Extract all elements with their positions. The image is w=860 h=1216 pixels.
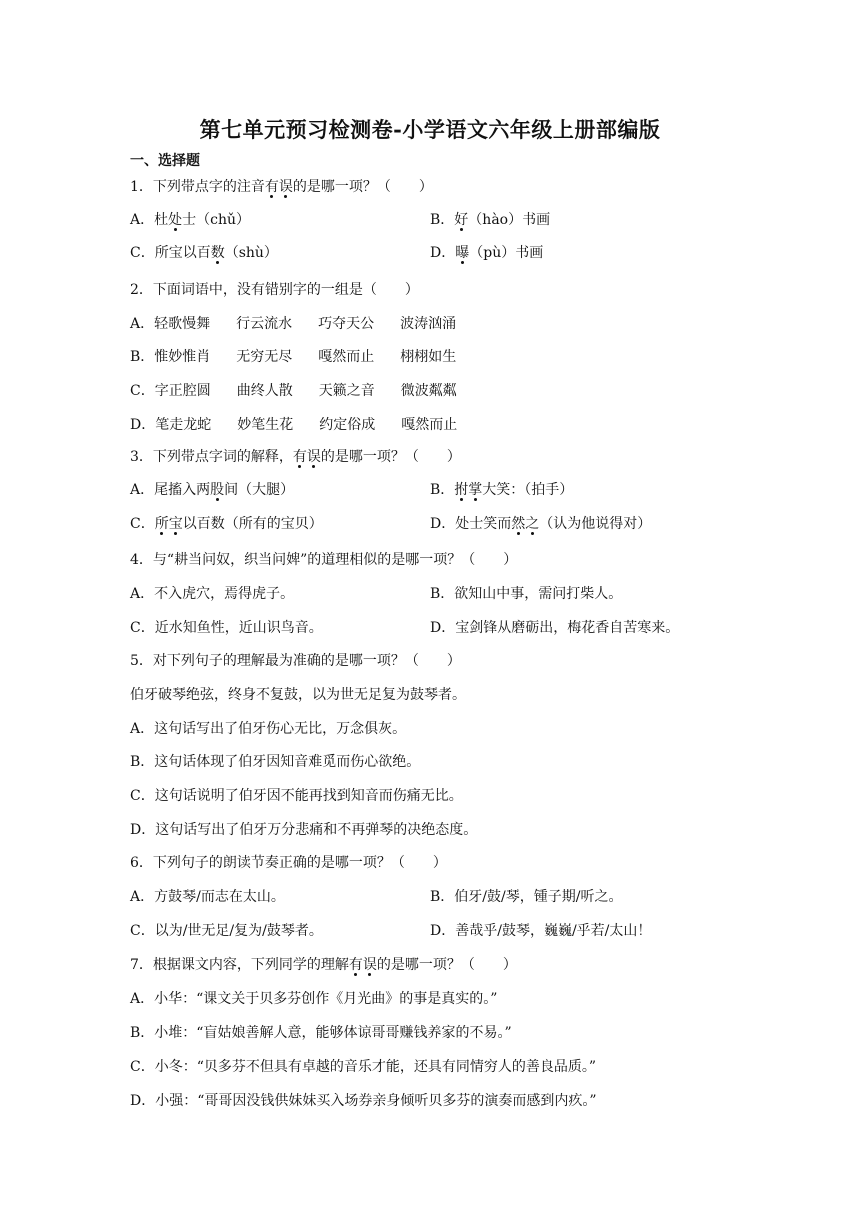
question-3-option-d[interactable]: D．处士笑而然之（认为他说得对）: [430, 516, 652, 532]
question-3-option-c[interactable]: C．所宝以百数（所有的宝贝）: [130, 516, 323, 532]
question-4-option-c[interactable]: C．近水知鱼性，近山识鸟音。: [130, 620, 323, 636]
emphasis-char: 有: [348, 957, 363, 973]
emphasis-dots: [349, 957, 377, 973]
question-5-sentence: 伯牙破琴绝弦，终身不复鼓，以为世无足复为鼓琴者。: [130, 687, 466, 703]
question-1-option-b[interactable]: B．好（hào）书画: [430, 212, 551, 228]
question-5-option-b[interactable]: B．这句话体现了伯牙因知音难觅而伤心欲绝。: [130, 754, 421, 770]
question-5-option-d[interactable]: D．这句话写出了伯牙万分悲痛和不再弹琴的决绝态度。: [130, 822, 478, 838]
emphasis-char: 有: [292, 449, 307, 465]
question-1-option-d[interactable]: D．曝（pù）书画: [430, 245, 544, 261]
question-1-option-c[interactable]: C．所宝以百数（shù）: [130, 245, 278, 261]
emphasis-char: 有: [264, 179, 279, 195]
question-2-option-c[interactable]: C．字正腔圆 曲终人散 天籁之音 微波粼粼: [130, 383, 457, 399]
question-3-option-b[interactable]: B．拊掌大笑：（拍手）: [430, 482, 574, 498]
question-7-option-c[interactable]: C．小冬：“贝多芬不但具有卓越的音乐才能，还具有同情穷人的善良品质。”: [130, 1059, 597, 1075]
question-1-stem: 1．下列带点字的注音有误的是哪一项？（ ）: [130, 179, 433, 195]
question-7-option-d[interactable]: D．小强：“哥哥因没钱供妹妹买入场券亲身倾听贝多芬的演奏而感到内疚。”: [130, 1093, 597, 1109]
question-4-stem: 4．与“耕当问奴，织当问婢”的道理相似的是哪一项？（ ）: [130, 552, 518, 568]
emphasis-char: 之: [525, 516, 540, 532]
emphasis-char: 所: [154, 516, 169, 532]
question-7-option-a[interactable]: A．小华：“课文关于贝多芬创作《月光曲》的事是真实的。”: [130, 991, 498, 1007]
question-7-stem: 7．根据课文内容，下列同学的理解有误的是哪一项？（ ）: [130, 957, 517, 973]
question-5-option-a[interactable]: A．这句话写出了伯牙伤心无比，万念俱灰。: [130, 721, 407, 737]
question-2-option-b[interactable]: B．惟妙惟肖 无穷无尽 嘎然而止 栩栩如生: [130, 349, 457, 365]
question-6-option-c[interactable]: C．以为/世无足/复为/鼓琴者。: [130, 923, 323, 939]
question-1-option-a[interactable]: A．杜处士（chǔ）: [130, 212, 250, 228]
emphasis-char: 误: [306, 449, 321, 465]
question-3-stem: 3．下列带点字词的解释，有误的是哪一项？（ ）: [130, 449, 461, 465]
page-title: 第七单元预习检测卷-小学语文六年级上册部编版: [199, 117, 661, 142]
question-6-stem: 6．下列句子的朗读节奏正确的是哪一项？（ ）: [130, 855, 447, 871]
question-4-option-a[interactable]: A．不入虎穴，焉得虎子。: [130, 586, 295, 602]
question-3-option-a[interactable]: A．尾搐入两股间（大腿）: [130, 482, 295, 498]
question-4-option-d[interactable]: D．宝剑锋从磨砺出，梅花香自苦寒来。: [430, 620, 680, 636]
question-4-option-b[interactable]: B．欲知山中事，需问打柴人。: [430, 586, 623, 602]
question-2-stem: 2．下面词语中，没有错别字的一组是（ ）: [130, 282, 419, 298]
question-7-option-b[interactable]: B．小堆：“盲姑娘善解人意，能够体谅哥哥赚钱养家的不易。”: [130, 1025, 512, 1041]
emphasis-char: 然: [511, 516, 526, 532]
question-2-option-a[interactable]: A．轻歌慢舞 行云流水 巧夺天公 波涛汹涌: [130, 316, 457, 332]
emphasis-dots: [265, 179, 293, 195]
question-6-option-d[interactable]: D．善哉乎/鼓琴，巍巍/乎若/太山！: [430, 923, 652, 939]
emphasis-char: 误: [362, 957, 377, 973]
emphasis-dots: [293, 449, 321, 465]
question-5-stem: 5．对下列句子的理解最为准确的是哪一项？（ ）: [130, 653, 461, 669]
question-2-option-d[interactable]: D．笔走龙蛇 妙笔生花 约定俗成 嘎然而止: [130, 417, 458, 433]
question-5-option-c[interactable]: C．这句话说明了伯牙因不能再找到知音而伤痛无比。: [130, 788, 463, 804]
question-6-option-b[interactable]: B．伯牙/鼓/琴，锺子期/听之。: [430, 889, 623, 905]
question-6-option-a[interactable]: A．方鼓琴/而志在太山。: [130, 889, 285, 905]
emphasis-char: 宝: [168, 516, 183, 532]
section-heading: 一、选择题: [130, 153, 200, 169]
emphasis-char: 误: [278, 179, 293, 195]
